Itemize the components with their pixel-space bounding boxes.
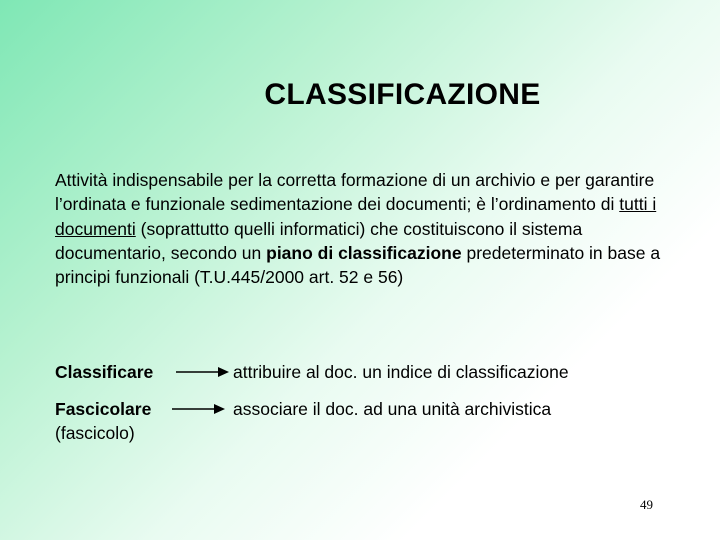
bold-text: piano di classificazione: [266, 242, 462, 263]
underlined-text: tutti i documenti: [55, 194, 657, 239]
paragraph-text-3: predeterminato in base a principi funzionali (T.U.445/2000 art. 52 e 56): [55, 242, 661, 288]
paragraph-text-1: Attività indispensabile per la corretta formazione di un archivio e per garantire l’ordinata e funzionale sedimentazione dei documenti; è l’ordinamento di: [55, 170, 655, 215]
term-classificare: Classificare: [55, 362, 154, 382]
term-fascicolo: (fascicolo): [55, 423, 135, 443]
page-number: 49: [640, 497, 653, 512]
description-classificare: attribuire al doc. un indice di classificazione: [233, 362, 569, 382]
body-paragraph: [55, 168, 685, 289]
term-fascicolare: Fascicolare: [55, 399, 152, 419]
right-arrow-icon: [176, 365, 230, 379]
description-fascicolare: associare il doc. ad una unità archivistica: [233, 399, 552, 419]
paragraph-text-2: (soprattutto quelli informatici) che costituiscono il sistema documentario, secondo un: [55, 218, 583, 263]
slide-title: CLASSIFICAZIONE: [264, 78, 541, 111]
right-arrow-icon: [172, 402, 226, 416]
